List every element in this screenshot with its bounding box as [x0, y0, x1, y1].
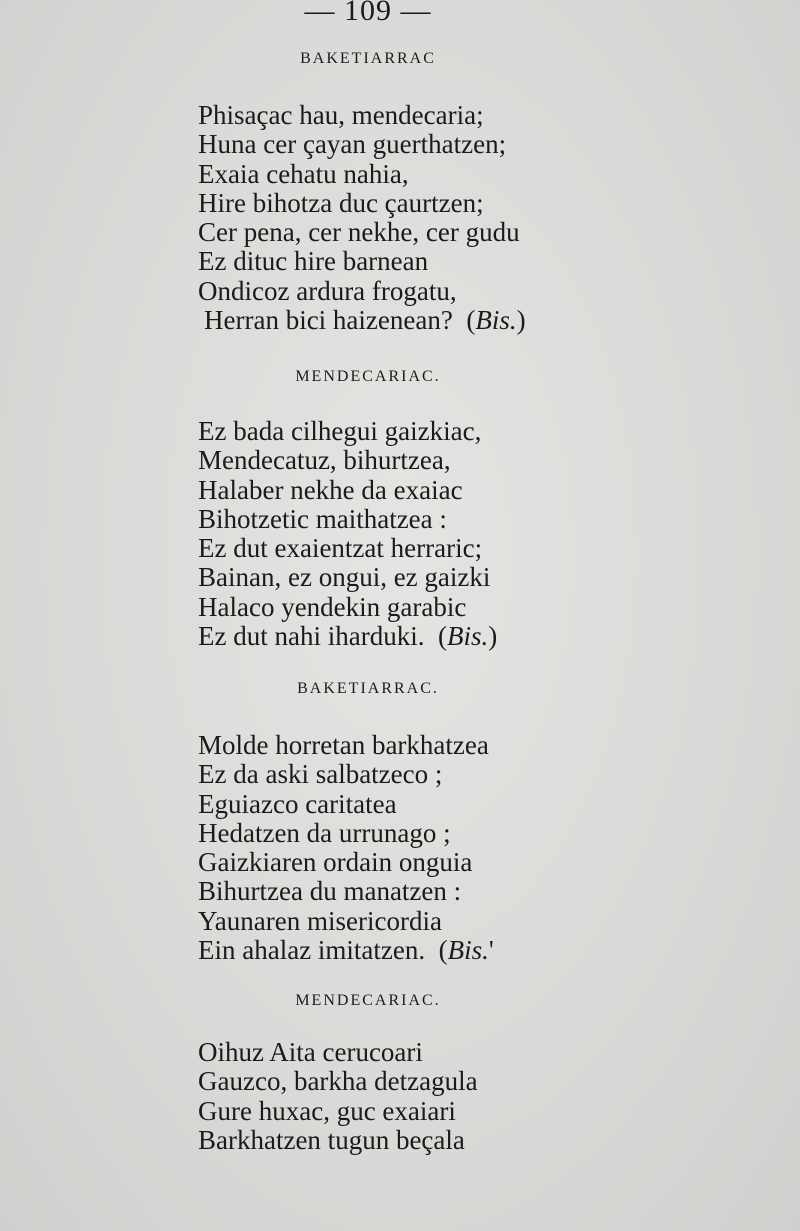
- bis-marker: Bis.: [446, 621, 489, 652]
- bis-close-bracket: ): [488, 621, 498, 652]
- verse-line: Bainan, ez ongui, ez gaizki: [198, 562, 491, 593]
- verse-line: Halaber nekhe da exaiac: [198, 474, 463, 505]
- verse-line: Gaizkiaren ordain onguia: [198, 847, 473, 878]
- verse-line: Hedatzen da urrunago ;: [198, 817, 451, 848]
- verse-line: Ez dut nahi iharduki.: [198, 621, 425, 652]
- verse-line: Halaco yendekin garabic: [198, 591, 467, 622]
- verse-line: Eguiazco caritatea: [198, 788, 397, 819]
- verse-line: Ez dut exaientzat herraric;: [198, 533, 483, 564]
- bis-close-bracket: ': [488, 935, 494, 966]
- verse-line: Ein ahalaz imitatzen.: [198, 935, 426, 966]
- verse-line: Molde horretan barkhatzea: [198, 730, 489, 760]
- verse-line: Mendecatuz, bihurtzea,: [198, 445, 451, 476]
- page-number: — 109 —: [304, 0, 432, 27]
- bis-open-bracket: (: [437, 621, 447, 652]
- stanza: [198, 731, 494, 965]
- bis-marker: Bis.: [475, 305, 517, 336]
- verse-line: Herran bici haizenean?: [204, 305, 453, 336]
- speaker-heading: MENDECARIAC.: [295, 368, 441, 385]
- stanza: [198, 417, 497, 651]
- verse-line: Exaia cehatu nahia,: [198, 158, 409, 189]
- verse-line: Gure huxac, guc exaiari: [198, 1095, 456, 1126]
- stanza: [198, 1038, 478, 1155]
- verse-line-with-refrain: [198, 936, 494, 965]
- verse-line-with-refrain: [198, 622, 497, 651]
- verse-line: Ez bada cilhegui gaizkiac,: [198, 416, 482, 446]
- verse-line: Bihurtzea du manatzen :: [198, 876, 462, 907]
- bis-open-bracket: (: [438, 935, 448, 966]
- verse-line-with-refrain: [198, 306, 526, 335]
- speaker-heading: MENDECARIAC.: [295, 992, 441, 1009]
- bis-marker: Bis.: [447, 935, 489, 966]
- verse-line: Phisaçac hau, mendecaria;: [198, 100, 484, 130]
- verse-line: Ez da aski salbatzeco ;: [198, 759, 443, 790]
- verse-line: Barkhatzen tugun beçala: [198, 1124, 465, 1155]
- verse-line: Cer pena, cer nekhe, cer gudu: [198, 217, 520, 248]
- verse-line: Oihuz Aita cerucoari: [198, 1037, 423, 1067]
- verse-line: Huna cer çayan guerthatzen;: [198, 129, 507, 160]
- speaker-heading: BAKETIARRAC.: [297, 680, 439, 697]
- verse-line: Gauzco, barkha detzagula: [198, 1066, 478, 1097]
- stanza: [198, 101, 526, 335]
- verse-line: Bihotzetic maithatzea :: [198, 503, 447, 534]
- verse-line: Ez dituc hire barnean: [198, 246, 429, 277]
- verse-line: Ondicoz ardura frogatu,: [198, 275, 457, 306]
- speaker-heading: BAKETIARRAC: [300, 50, 436, 67]
- verse-line: Hire bihotza duc çaurtzen;: [198, 187, 484, 218]
- verse-line: Yaunaren misericordia: [198, 905, 442, 936]
- bis-close-bracket: ): [516, 305, 526, 336]
- bis-open-bracket: (: [466, 305, 476, 336]
